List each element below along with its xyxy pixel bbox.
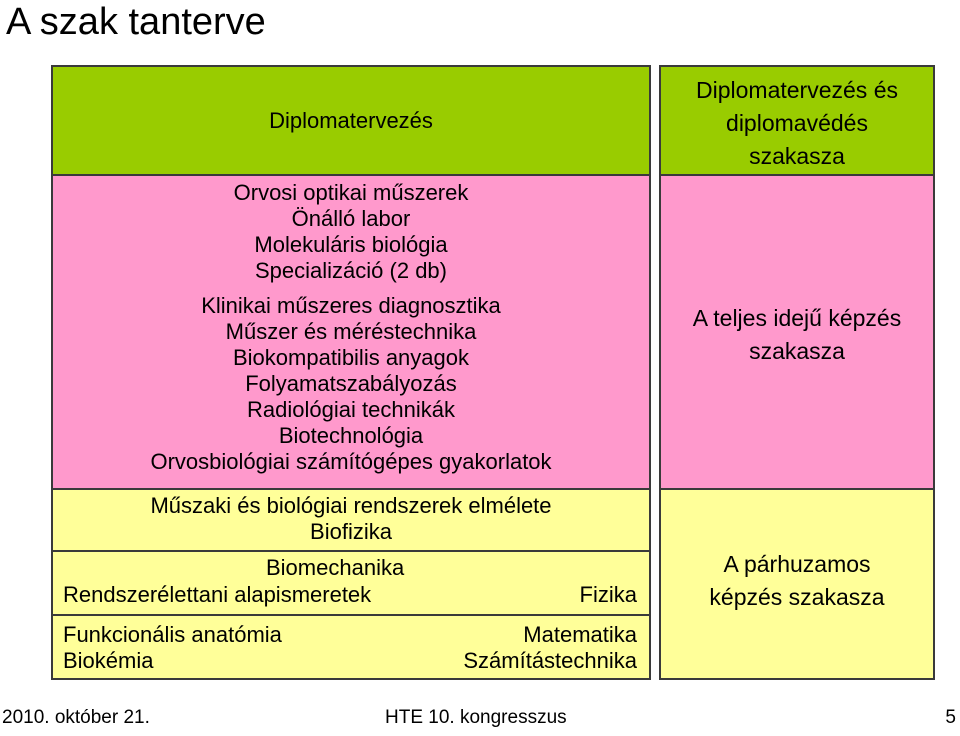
thesis-phase-box bbox=[659, 65, 935, 176]
list-item: Műszer és méréstechnika bbox=[225, 319, 477, 344]
physics-label: Fizika bbox=[579, 582, 637, 607]
list-item: Orvosbiológiai számítógépes gyakorlatok bbox=[150, 449, 552, 474]
fulltime-phase-box bbox=[659, 174, 935, 490]
specialization-core-box bbox=[51, 174, 651, 490]
list-item: Klinikai műszeres diagnosztika bbox=[201, 293, 501, 318]
list-item: Számítástechnika bbox=[463, 648, 637, 673]
list-item: Folyamatszabályozás bbox=[245, 371, 457, 396]
footer-date: 2010. október 21. bbox=[2, 707, 150, 728]
footer-event: HTE 10. kongresszus bbox=[385, 707, 567, 728]
parallel-phase-box bbox=[659, 488, 935, 680]
thesis-phase-label: Diplomatervezés és diplomavédés szakasza bbox=[696, 77, 898, 169]
theory-list bbox=[53, 493, 649, 545]
list-item: Molekuláris biológia bbox=[254, 232, 448, 257]
thesis-label: Diplomatervezés bbox=[269, 107, 433, 133]
fulltime-phase-label: A teljes idejű képzés szakasza bbox=[692, 305, 902, 364]
biomechanics-label: Biomechanika bbox=[266, 555, 405, 580]
theory-box bbox=[51, 488, 651, 552]
list-item: Önálló labor bbox=[291, 206, 411, 231]
foundation-box bbox=[51, 550, 651, 616]
basics-right-list bbox=[463, 622, 637, 674]
list-item: Biokompatibilis anyagok bbox=[232, 345, 470, 370]
list-item: Biotechnológia bbox=[278, 423, 424, 448]
list-item: Matematika bbox=[523, 622, 637, 647]
parallel-phase-label: A párhuzamos képzés szakasza bbox=[709, 551, 885, 610]
thesis-box bbox=[51, 65, 651, 176]
list-item: Funkcionális anatómia bbox=[63, 622, 282, 647]
systems-physiology-label: Rendszerélettani alapismeretek bbox=[63, 582, 372, 607]
list-item: Biokémia bbox=[63, 648, 154, 673]
list-item: Specializáció (2 db) bbox=[255, 258, 447, 283]
footer-page-number: 5 bbox=[945, 707, 956, 728]
basics-box bbox=[51, 614, 651, 680]
list-item: Műszaki és biológiai rendszerek elmélete bbox=[150, 493, 552, 518]
slide-title: A szak tanterve bbox=[6, 1, 266, 43]
list-item: Radiológiai technikák bbox=[247, 397, 455, 422]
basics-left-list bbox=[63, 622, 282, 674]
list-item: Orvosi optikai műszerek bbox=[233, 180, 469, 205]
specialization-list bbox=[53, 180, 649, 284]
core-subject-list bbox=[53, 293, 649, 475]
list-item: Biofizika bbox=[310, 519, 392, 544]
